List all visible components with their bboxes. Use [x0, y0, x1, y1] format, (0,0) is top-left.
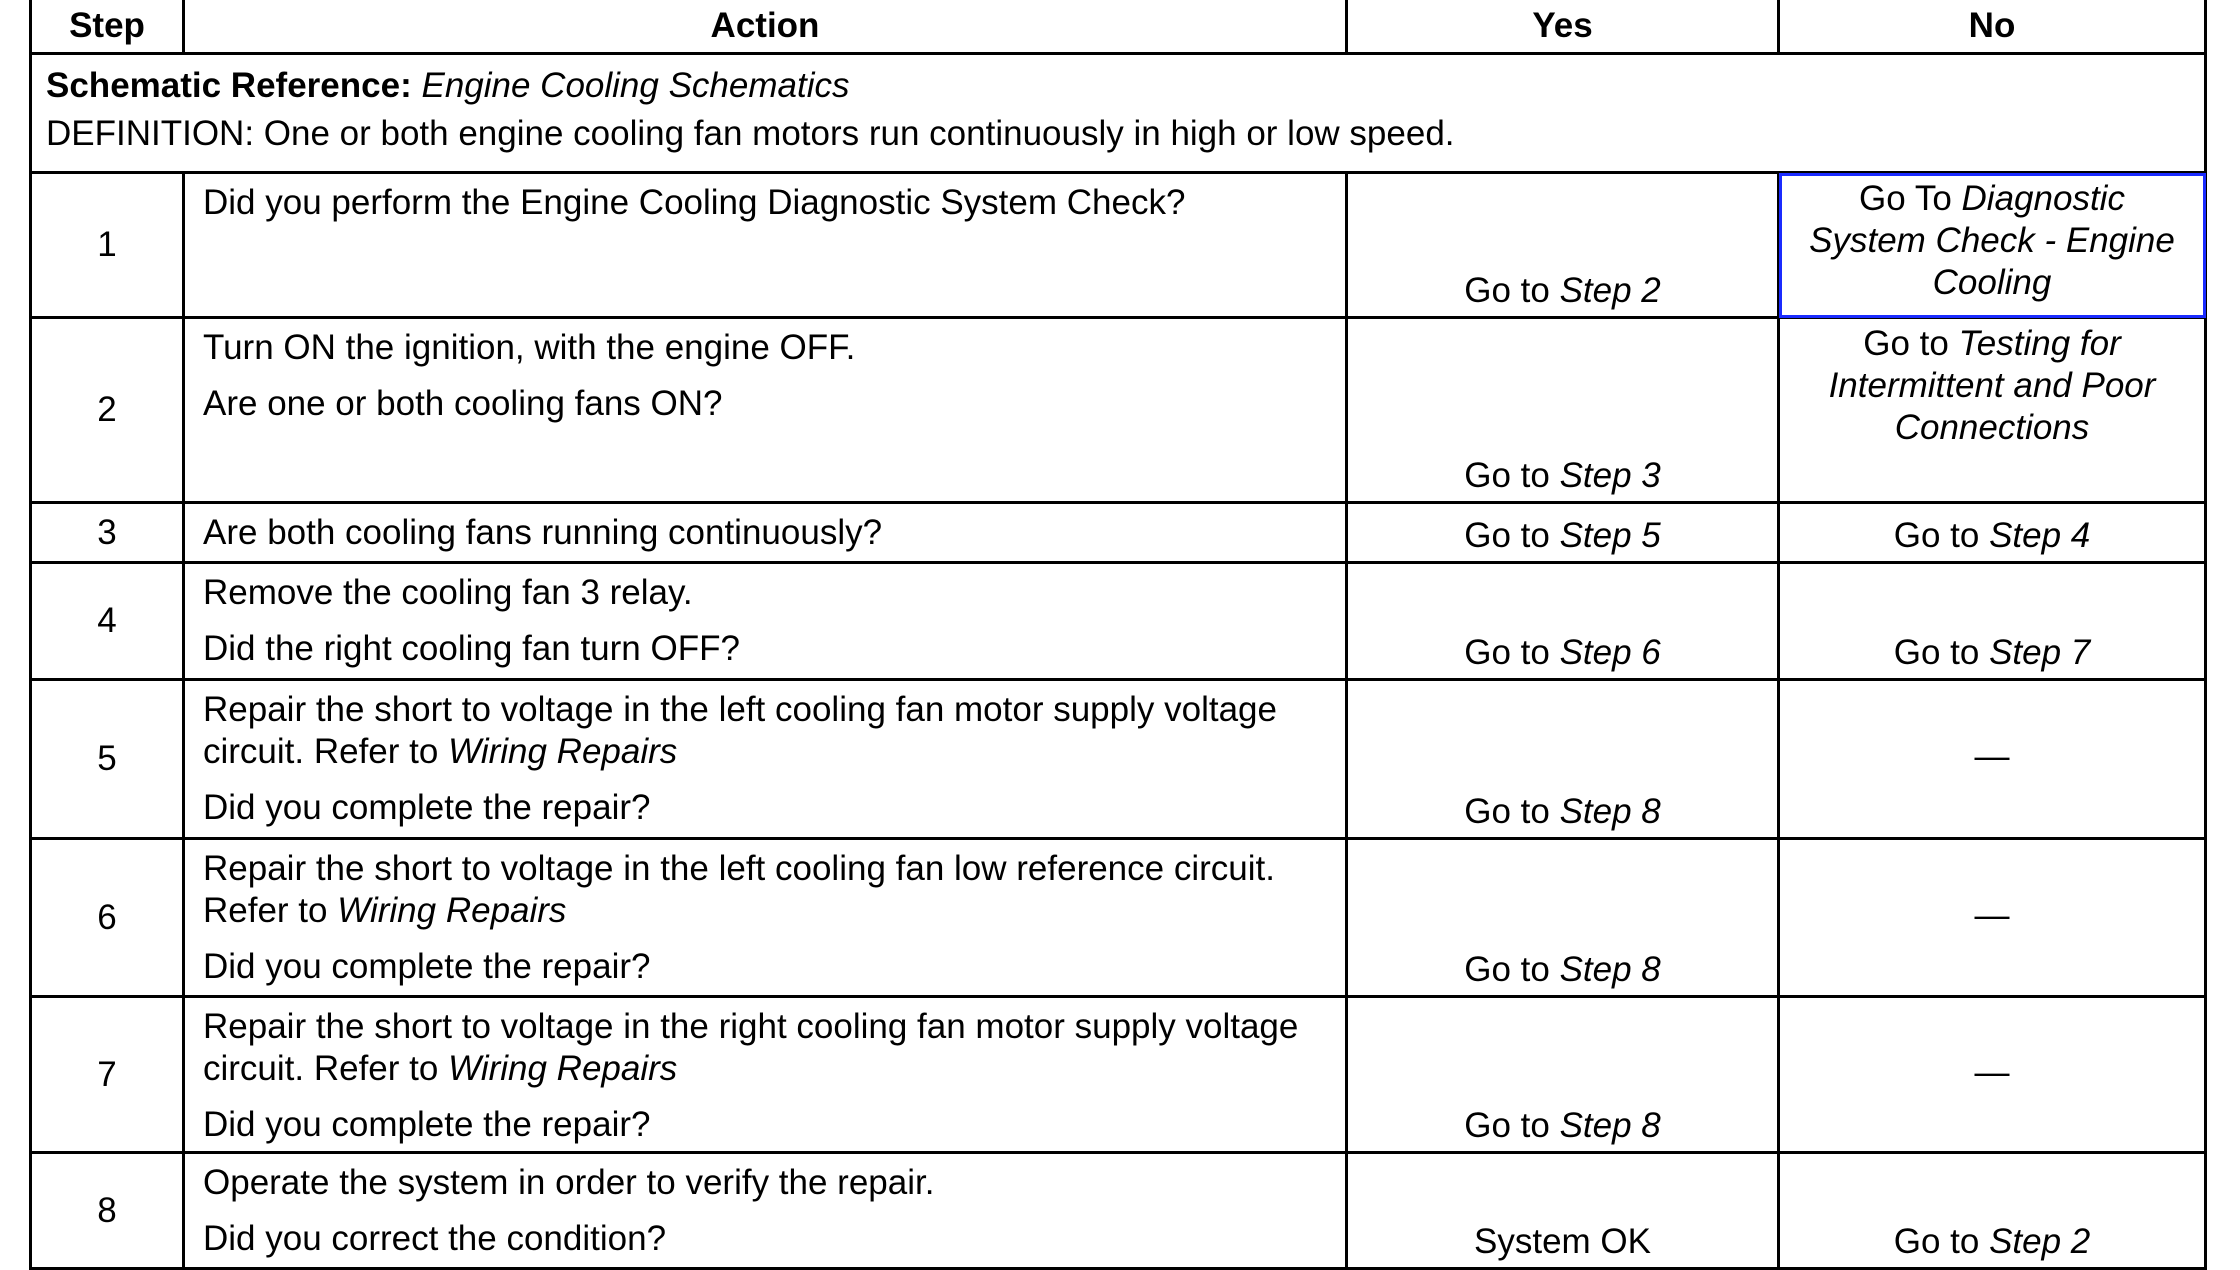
header-action: Action: [184, 0, 1347, 54]
definition-text: DEFINITION: One or both engine cooling fan motors run continuously in high or low speed.: [46, 114, 1455, 153]
table-row: 7 Repair the short to voltage in the right cooling fan motor supply voltage circuit. Refer to Wiring Repairs Did you complete the repair? Go to Step 8 —: [31, 997, 2206, 1153]
table-row: 2 Turn ON the ignition, with the engine OFF. Are one or both cooling fans ON? Go to Step 3 Go to Testing for Intermittent and Poor Connections: [31, 318, 2206, 503]
header-step: Step: [31, 0, 184, 54]
table-row: 3 Are both cooling fans running continuously? Go to Step 5 Go to Step 4: [31, 503, 2206, 563]
table-row: 5 Repair the short to voltage in the left cooling fan motor supply voltage circuit. Refer to Wiring Repairs Did you complete the repair? Go to Step 8 —: [31, 680, 2206, 839]
table-row: 8 Operate the system in order to verify the repair. Did you correct the condition? System OK Go to Step 2: [31, 1153, 2206, 1269]
diagnostic-table: [29, 0, 2207, 1270]
selected-cell: Go To Diagnostic System Check - Engine Cooling: [1779, 173, 2206, 318]
table-row: 4 Remove the cooling fan 3 relay. Did the right cooling fan turn OFF? Go to Step 6 Go to Step 7: [31, 563, 2206, 680]
schematic-reference: Schematic Reference: Engine Cooling Schematics: [46, 66, 850, 105]
header-row: [31, 0, 2206, 54]
definition-row: [31, 54, 2206, 173]
header-yes: Yes: [1347, 0, 1779, 54]
table-row: 6 Repair the short to voltage in the left cooling fan low reference circuit. Refer to Wiring Repairs Did you complete the repair? Go to Step 8 —: [31, 839, 2206, 997]
schematic-link[interactable]: Engine Cooling Schematics: [421, 66, 850, 105]
header-no: No: [1779, 0, 2206, 54]
table-row: 1 Did you perform the Engine Cooling Diagnostic System Check? Go to Step 2 Go To Diagnostic System Check - Engine Cooling: [31, 173, 2206, 318]
